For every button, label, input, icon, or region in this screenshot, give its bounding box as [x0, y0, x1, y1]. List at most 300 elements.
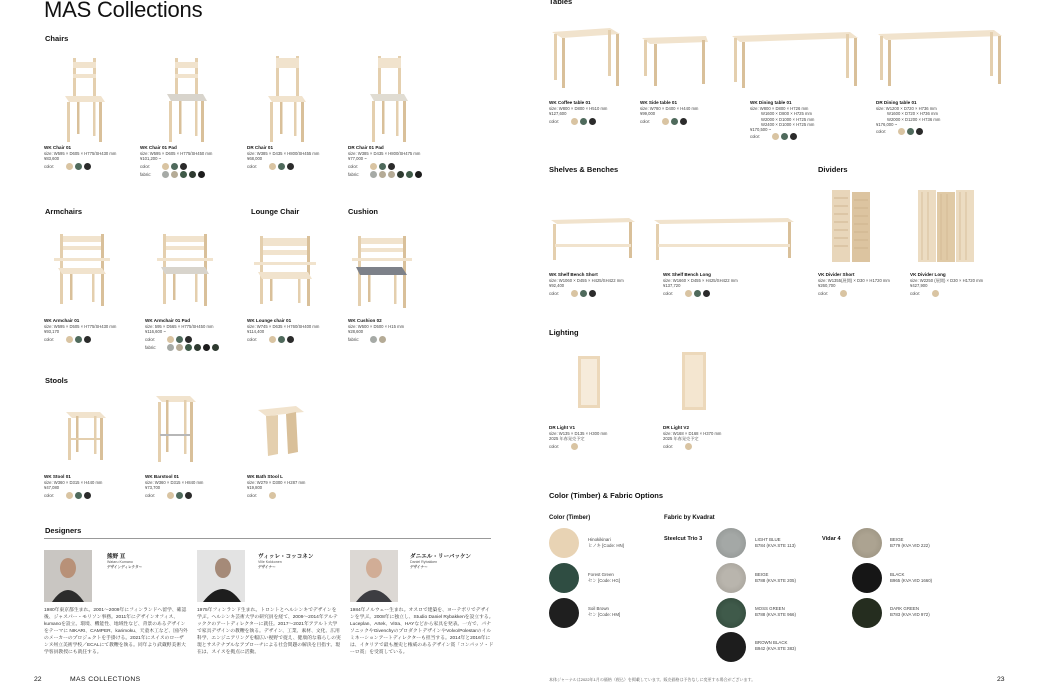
black-swatch [185, 492, 192, 499]
product-wk-shelf-bench-long [663, 272, 773, 297]
color-label: color: [818, 290, 829, 296]
page-title: MAS Collections [44, 0, 203, 22]
wk-shelf-bench-long-image [652, 216, 796, 262]
wk-bath-stool-l-image [256, 402, 306, 458]
color-swatches [145, 492, 245, 499]
product-wk-cushion-02 [348, 318, 448, 343]
fabric-swatch-vidar-beige [852, 528, 882, 558]
product-wk-chair-01-pad [140, 145, 245, 178]
black-swatch [916, 128, 923, 135]
sublabel: ヒノキ [Code: HN] [588, 542, 624, 548]
product-name: VK Divider Short [818, 272, 855, 277]
product-release: 2025 年春発売予定 [663, 436, 699, 442]
natural-swatch [898, 128, 905, 135]
designer-role: デザイナー [410, 565, 428, 569]
fabric-label: fabric: [145, 344, 157, 350]
product-wk-armchair-01 [44, 318, 144, 343]
vk-divider-short-image [830, 188, 874, 264]
color-label: color: [140, 163, 151, 169]
fabric-swatch [198, 171, 205, 178]
product-wk-barstool-01 [145, 474, 245, 499]
fabric-swatch [415, 171, 422, 178]
fabric-label: fabric: [348, 336, 360, 342]
product-size: size: W1200 × D720 × H736 mm [876, 106, 937, 111]
product-size: size: W279 × D300 × H287 mm [247, 480, 306, 485]
product-size: W1600 × D800 × H725 mm [761, 111, 812, 117]
sublabel: B788 (KVA STE 205) [755, 577, 796, 583]
product-name: WK Bath Stool L [247, 474, 283, 479]
fabric-swatch-vidar-dark-green [852, 598, 882, 628]
product-name: VK Divider Long [910, 272, 946, 277]
dr-chair-01-pad-image [362, 54, 417, 146]
product-name: WK Chair 01 [44, 145, 72, 150]
color-swatches [640, 118, 740, 125]
fabric-swatch [176, 344, 183, 351]
label: Soil Brown [588, 606, 609, 611]
product-wk-dining-table-01 [750, 100, 860, 140]
product-price: ¥101,200 ~ [140, 156, 162, 162]
product-price: ¥116,600 ~ [145, 329, 166, 335]
page-number-left: 22 [34, 676, 42, 683]
natural-swatch [662, 118, 669, 125]
page-number-right: 23 [997, 676, 1005, 683]
natural-swatch [571, 118, 578, 125]
black-swatch [589, 290, 596, 297]
label: Hinokikinari [588, 537, 611, 542]
color-label: color: [247, 336, 258, 342]
color-label: color: [247, 163, 258, 169]
color-swatches [44, 163, 144, 170]
divider [44, 538, 491, 539]
product-wk-coffee-table-01 [549, 100, 639, 125]
section-title-tables: Tables [549, 0, 573, 6]
fabric-swatch-vidar-black [852, 563, 882, 593]
section-title-options: Color (Timber) & Fabric Options [549, 491, 664, 500]
fabric-swatch-moss-green [716, 598, 746, 628]
product-price: ¥68,000 [247, 156, 263, 162]
color-swatches [44, 492, 144, 499]
product-size: size: W800 × D800 × H510 mm [549, 106, 608, 111]
product-size: size: W595 × D605 × H775/SH430 mm [44, 151, 117, 156]
label: BEIGE [755, 572, 769, 577]
green-swatch [694, 290, 701, 297]
green-swatch [176, 336, 183, 343]
natural-swatch [685, 290, 692, 297]
wk-armchair-01-image [52, 230, 112, 310]
color-swatches [44, 336, 144, 343]
fabric-swatch [162, 171, 169, 178]
color-label: color: [247, 492, 258, 498]
color-label: color: [145, 492, 156, 498]
product-size: size: W500 × D500 × H15 mm [348, 324, 405, 329]
wk-chair-01-pad-image [157, 56, 217, 146]
section-title-designers: Designers [45, 526, 82, 535]
timber-swatch-hinoki [549, 528, 579, 558]
product-name: WK Armchair 01 Pad [145, 318, 191, 323]
vk-divider-long-image [916, 188, 976, 264]
product-price: ¥19,800 [247, 485, 263, 491]
product-wk-bath-stool-l [247, 474, 347, 499]
green-swatch [379, 163, 386, 170]
natural-swatch [571, 290, 578, 297]
product-name: WK Cushion 02 [348, 318, 382, 323]
product-size: size: W168 × D168 × H370 mm [663, 431, 722, 436]
dr-chair-01-image [260, 54, 315, 146]
designer-name-en: Daniel Rybakken [410, 560, 438, 564]
product-name: WK Coffee table 01 [549, 100, 591, 105]
section-title-dividers: Dividers [818, 165, 848, 174]
product-name: WK Barstool 01 [145, 474, 179, 479]
footer-note: 本体ジャーナルは2022年1月の価格（税込）を掲載しています。販売価格は予告なしに変更する場合がございます。 [549, 677, 756, 682]
black-swatch [287, 163, 294, 170]
fabric-swatches [140, 171, 245, 178]
natural-swatch [269, 492, 276, 499]
green-swatch [278, 163, 285, 170]
product-dr-chair-01-pad [348, 145, 458, 178]
green-swatch [907, 128, 914, 135]
color-swatches [145, 336, 245, 343]
product-size: size: W1355(展開) × D30 × H1720 mm [818, 278, 890, 283]
natural-swatch [685, 443, 692, 450]
product-name: DR Chair 01 [247, 145, 274, 150]
designer-name-en: Ville Kokkonen [258, 560, 282, 564]
timber-label-0 [588, 537, 624, 548]
product-dr-light-v2 [663, 425, 773, 450]
color-swatches [247, 336, 347, 343]
color-swatches [818, 290, 910, 297]
dr-light-v2-image [680, 350, 708, 412]
color-label: color: [640, 118, 651, 124]
product-wk-side-table-01 [640, 100, 740, 125]
product-size: size: W1060 × D455 × H425/SH422 mm [549, 278, 624, 283]
wk-stool-01-image [62, 406, 108, 462]
designer-portrait-rybakken [350, 550, 398, 602]
product-name: WK Lounge chair 01 [247, 318, 292, 323]
designer-role: デザイナー [258, 565, 276, 569]
fabric-swatch [379, 336, 386, 343]
fabric-swatch-brown-black [716, 632, 746, 662]
natural-swatch [66, 163, 73, 170]
section-title-armchairs: Armchairs [45, 207, 83, 216]
product-name: WK Dining table 01 [750, 100, 792, 105]
section-title-shelves-benches: Shelves & Benches [549, 165, 619, 174]
product-price: ¥83,600 [44, 156, 60, 162]
label: MOSS GREEN [755, 606, 785, 611]
product-price: ¥260,700 [818, 283, 836, 289]
product-name: WK Side table 01 [640, 100, 678, 105]
timber-swatch-forest-green [549, 563, 579, 593]
color-label: color: [348, 163, 359, 169]
timber-title: Color (Timber) [549, 515, 591, 521]
product-size: size: W595 × D505 × H775/SH430 mm [44, 324, 117, 329]
wk-chair-01-image [55, 56, 115, 146]
green-swatch [278, 336, 285, 343]
trio-label-1 [755, 572, 796, 583]
label: BROWN BLACK [755, 640, 788, 645]
natural-swatch [66, 336, 73, 343]
wk-shelf-bench-short-image [549, 216, 637, 262]
designer-name-ja: ダニエル・リーバッケン [410, 554, 471, 560]
black-swatch [703, 290, 710, 297]
green-swatch [781, 133, 788, 140]
green-swatch [580, 118, 587, 125]
color-swatches [247, 163, 347, 170]
product-price: ¥427,900 [910, 283, 928, 289]
fabric-swatch-beige [716, 563, 746, 593]
color-swatches [876, 128, 986, 135]
product-price: ¥47,080 [44, 485, 60, 491]
color-swatches [549, 118, 639, 125]
natural-swatch [66, 492, 73, 499]
vidar-title: Vidar 4 [822, 536, 841, 542]
wk-armchair-01-pad-image [155, 230, 215, 310]
designer-role: デザインディレクター [107, 565, 143, 569]
wk-barstool-01-image [152, 392, 198, 464]
natural-swatch [840, 290, 847, 297]
sublabel: セン [Code: HM] [588, 611, 621, 617]
color-swatches [549, 443, 659, 450]
color-label: color: [549, 118, 560, 124]
fabric-swatches [145, 344, 245, 351]
green-swatch [75, 163, 82, 170]
fabric-swatch [397, 171, 404, 178]
designer-portrait-kumano [44, 550, 92, 602]
color-label: color: [750, 134, 761, 140]
fabric-title: Fabric by Kvadrat [664, 515, 715, 521]
product-size: size: W800 × D800 × H726 mm [750, 106, 809, 111]
product-price: ¥93,170 [44, 329, 60, 335]
sublabel: B783 (KVA VID 972) [890, 611, 930, 617]
color-label: color: [910, 290, 921, 296]
product-name: WK Shelf Bench Short [549, 272, 598, 277]
product-name: WK Armchair 01 [44, 318, 80, 323]
natural-swatch [571, 443, 578, 450]
green-swatch [171, 163, 178, 170]
designer-name-ja: 熊野 亘 [107, 554, 126, 560]
black-swatch [680, 118, 687, 125]
natural-swatch [269, 336, 276, 343]
wk-side-table-01-image [640, 34, 710, 88]
designer-bio: 1980年東京都生まれ。2001～2009年にフィンランドへ留学、確認後、ジャスパー・モリソン事務。2011年にデザインオフィス、kumanoを設立。環境、機能性、地域性など、背景のあるデザインをテーマに NIKARI、CAMPER、karimoku、天童木工など、国内外のメーカーのプロジェクトを手掛ける。2021年にスイスのローザンヌ州立美術学校／ECALにて教鞭を執る。同年より武蔵野美術大学客員教授にも就任する。 [44, 608, 188, 655]
fabric-swatch [189, 171, 196, 178]
product-price: ¥77,000 ~ [348, 156, 367, 162]
product-dr-dining-table-01 [876, 100, 986, 135]
fabric-swatches [348, 171, 458, 178]
vidar-label-2 [890, 606, 930, 617]
color-swatches [663, 290, 773, 297]
product-name: WK Shelf Bench Long [663, 272, 711, 277]
product-size: W2000 × D1000 × H725 mm [761, 116, 815, 122]
designer-bio: 1984年ノルウェー生まれ。オスロで建築を、ヨーテボリでデザインを学ぶ。2008年に独立し、Studio Daniel Rybakkenを設立する。Luceplan、Artek、Vitra、HAYなどから家具を発表。一方で、パナソニックやGivenchyのプロダクトデザインやVolvo/Polestarのイルミネーションアートディレクターも担当する。2014年と2016年には、イタリアで最も歴史と権威のあるデザイン賞「コンパッソ・ドーロ賞」を受賞している。 [350, 608, 494, 655]
natural-swatch [167, 336, 174, 343]
color-swatches [663, 443, 773, 450]
color-label: color: [663, 290, 674, 296]
dr-light-v1-image [576, 354, 602, 410]
product-name: DR Dining table 01 [876, 100, 917, 105]
product-release: 2025 年春発売予定 [549, 436, 585, 442]
designer-name-ja: ヴィッレ・コッコネン [258, 554, 314, 560]
product-size: size: W2250 (展開) × D30 × H1720 mm [910, 278, 984, 283]
section-title-lounge-chair: Lounge Chair [251, 207, 300, 216]
product-name: DR Chair 01 Pad [348, 145, 384, 150]
fabric-label: fabric: [140, 171, 152, 177]
black-swatch [388, 163, 395, 170]
product-size: W2000 × D1200 × H736 mm [887, 116, 941, 122]
black-swatch [287, 336, 294, 343]
black-swatch [84, 492, 91, 499]
product-size: size: W745 × D635 × H760/SH400 mm [247, 324, 320, 329]
natural-swatch [269, 163, 276, 170]
green-swatch [176, 492, 183, 499]
black-swatch [589, 118, 596, 125]
label: LIGHT BLUE [755, 537, 781, 542]
product-wk-lounge-chair-01 [247, 318, 347, 343]
black-swatch [185, 336, 192, 343]
label: DARK GREEN [890, 606, 920, 611]
product-price: ¥127,600 [549, 111, 567, 117]
color-swatches [247, 492, 347, 499]
natural-swatch [772, 133, 779, 140]
designer-bio: 1975年フィンランド生まれ。トロントとヘルシンキでデザインを学ぶ。ヘルシンキ芸術大学の研究員を経て、2009～2014年アルテッククのアートディレクターに就任。2017～2021年アアルト大学で家具デザインの教鞭を執る。デザイン、工業、素材、文化、広用科学、エンジニアリングを幅広い視野で捉え、健康的な暮らしの実現とサステナブルなアプローチによる社会問題の解決を目指す。現在は、スイスを拠点に活動。 [197, 608, 341, 655]
designer-card-2 [410, 552, 471, 570]
green-swatch [671, 118, 678, 125]
sublabel: B784 (KVA STE 113) [755, 542, 796, 548]
designer-name-en: Wataru Kumano [107, 560, 133, 564]
fabric-swatch [212, 344, 219, 351]
vidar-label-0 [890, 537, 930, 548]
timber-swatch-soil-brown [549, 598, 579, 628]
color-label: color: [663, 443, 674, 449]
fabric-swatch [379, 171, 386, 178]
product-size: size: W595 × D605 × H775/SH450 mm [140, 151, 213, 156]
product-size: W1600 × D720 × H736 mm [887, 111, 938, 117]
color-label: color: [549, 443, 560, 449]
black-swatch [84, 336, 91, 343]
product-size: size: W385 × D435 × H800/SH455 mm [247, 151, 320, 156]
black-swatch [180, 163, 187, 170]
green-swatch [75, 492, 82, 499]
product-price: ¥92,400 [549, 283, 565, 289]
product-price: ¥176,000 ~ [876, 121, 898, 127]
trio-label-2 [755, 606, 796, 617]
color-swatches [140, 163, 245, 170]
sublabel: セン [Code: HG] [588, 577, 620, 583]
fabric-swatch [185, 344, 192, 351]
color-label: color: [145, 336, 156, 342]
section-title-lighting: Lighting [549, 328, 579, 337]
timber-label-1 [588, 572, 620, 583]
sublabel: B942 (KVA STE 383) [755, 645, 796, 651]
product-wk-shelf-bench-short [549, 272, 659, 297]
trio-label-0 [755, 537, 796, 548]
color-label: color: [44, 336, 55, 342]
dr-dining-table-01-image [876, 28, 1004, 88]
product-size: size: W385 × D435 × H800/SH475 mm [348, 151, 421, 156]
fabric-swatch [370, 171, 377, 178]
product-name: WK Chair 01 Pad [140, 145, 177, 150]
product-price: ¥114,400 [247, 329, 265, 335]
product-name: DR Light V2 [663, 425, 690, 430]
color-swatches [910, 290, 1010, 297]
fabric-swatches [348, 336, 448, 343]
section-title-chairs: Chairs [45, 34, 69, 43]
section-title-stools: Stools [45, 376, 68, 385]
black-swatch [790, 133, 797, 140]
green-swatch [75, 336, 82, 343]
product-size: size: 595 × D565 × H775/SH450 mm [145, 324, 214, 329]
section-title-cushion: Cushion [348, 207, 378, 216]
fabric-swatch [203, 344, 210, 351]
color-label: color: [876, 129, 887, 135]
product-wk-stool-01 [44, 474, 144, 499]
fabric-swatch [194, 344, 201, 351]
product-dr-light-v1 [549, 425, 659, 450]
product-wk-armchair-01-pad [145, 318, 245, 351]
trio-label-3 [755, 640, 796, 651]
designer-card-1 [258, 552, 314, 570]
fabric-swatch [370, 336, 377, 343]
fabric-swatch [406, 171, 413, 178]
sublabel: B965 (KVA VID 1660) [890, 577, 933, 583]
fabric-swatch [171, 171, 178, 178]
wk-coffee-table-01-image [550, 26, 622, 90]
product-price: ¥99,000 [640, 111, 656, 117]
fabric-swatch [180, 171, 187, 178]
product-vk-divider-short [818, 272, 910, 297]
product-name: DR Light V1 [549, 425, 576, 430]
sublabel: B788 (KVA STE 966) [755, 611, 796, 617]
wk-dining-table-01-image [730, 30, 860, 90]
color-swatches [549, 290, 659, 297]
label: BEIGE [890, 537, 904, 542]
timber-label-2 [588, 606, 620, 617]
product-size: size: W1660 × D455 × H425/SH422 mm [663, 278, 738, 283]
product-size: size: W135 × D135 × H300 mm [549, 431, 608, 436]
label: Forest Green [588, 572, 614, 577]
fabric-swatch-light-blue [716, 528, 746, 558]
fabric-label: fabric: [348, 171, 360, 177]
product-price: ¥73,700 [145, 485, 161, 491]
product-vk-divider-long [910, 272, 1010, 297]
product-price: ¥137,720 [663, 283, 681, 289]
sublabel: B779 (KVA VID 222) [890, 542, 930, 548]
designer-card-0 [107, 552, 142, 570]
fabric-swatch [388, 171, 395, 178]
product-wk-chair-01 [44, 145, 144, 170]
color-label: color: [44, 163, 55, 169]
product-dr-chair-01 [247, 145, 347, 170]
product-size: size: W360 × D315 × H440 mm [44, 480, 103, 485]
color-label: color: [549, 290, 560, 296]
natural-swatch [932, 290, 939, 297]
designer-portrait-kokkonen [197, 550, 245, 602]
label: BLACK [890, 572, 905, 577]
natural-swatch [167, 492, 174, 499]
product-size: W2400 × D1000 × H725 mm [761, 121, 815, 127]
product-size: size: W360 × D315 × H840 mm [145, 480, 204, 485]
wk-cushion-02-image [350, 232, 414, 310]
green-swatch [580, 290, 587, 297]
product-price: ¥28,600 [348, 329, 364, 335]
natural-swatch [162, 163, 169, 170]
product-price: ¥170,500 ~ [750, 127, 772, 133]
natural-swatch [370, 163, 377, 170]
color-label: color: [44, 492, 55, 498]
color-swatches [750, 133, 860, 140]
wk-lounge-chair-01-image [252, 232, 318, 310]
color-swatches [348, 163, 458, 170]
product-size: size: W780 × D400 × H440 mm [640, 106, 699, 111]
